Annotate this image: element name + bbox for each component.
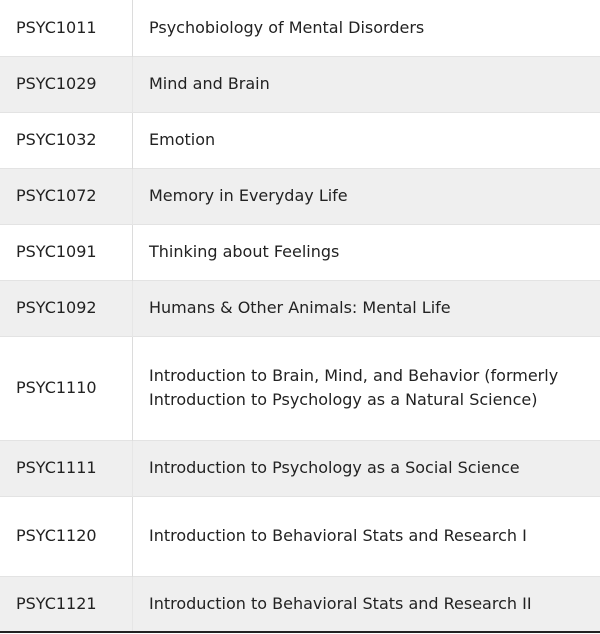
table-row: [0, 440, 600, 496]
course-code: PSYC1120: [0, 496, 133, 576]
course-title: Emotion: [133, 112, 600, 168]
table-row: [0, 56, 600, 112]
course-code: PSYC1092: [0, 280, 133, 336]
table-row: [0, 576, 600, 632]
course-code: PSYC1072: [0, 168, 133, 224]
course-code: PSYC1121: [0, 576, 133, 632]
course-code: PSYC1091: [0, 224, 133, 280]
course-code: PSYC1110: [0, 336, 133, 440]
course-title: Psychobiology of Mental Disorders: [149, 17, 425, 37]
table-row: [0, 280, 600, 336]
course-title: Introduction to Behavioral Stats and Research II: [133, 576, 600, 632]
course-title: Introduction to Brain, Mind, and Behavior (formerly Introduction to Psychology as a Natural Science): [133, 336, 600, 440]
course-title: Mind and Brain: [133, 56, 600, 112]
table-row: [0, 168, 600, 224]
course-title: Introduction to Behavioral Stats and Research I: [133, 496, 600, 576]
course-title: Memory in Everyday Life: [133, 168, 600, 224]
table-row: [0, 224, 600, 280]
course-code: PSYC1029: [0, 56, 133, 112]
course-code: PSYC1011: [0, 0, 133, 56]
table-row: [0, 112, 600, 168]
course-code: PSYC1111: [0, 440, 133, 496]
course-title: Thinking about Feelings: [133, 224, 600, 280]
course-title: Humans & Other Animals: Mental Life: [133, 280, 600, 336]
table-row: [0, 0, 600, 56]
course-title: Introduction to Psychology as a Social Science: [133, 440, 600, 496]
table-row: [0, 336, 600, 440]
course-code: PSYC1032: [0, 112, 133, 168]
table-row: [0, 496, 600, 576]
